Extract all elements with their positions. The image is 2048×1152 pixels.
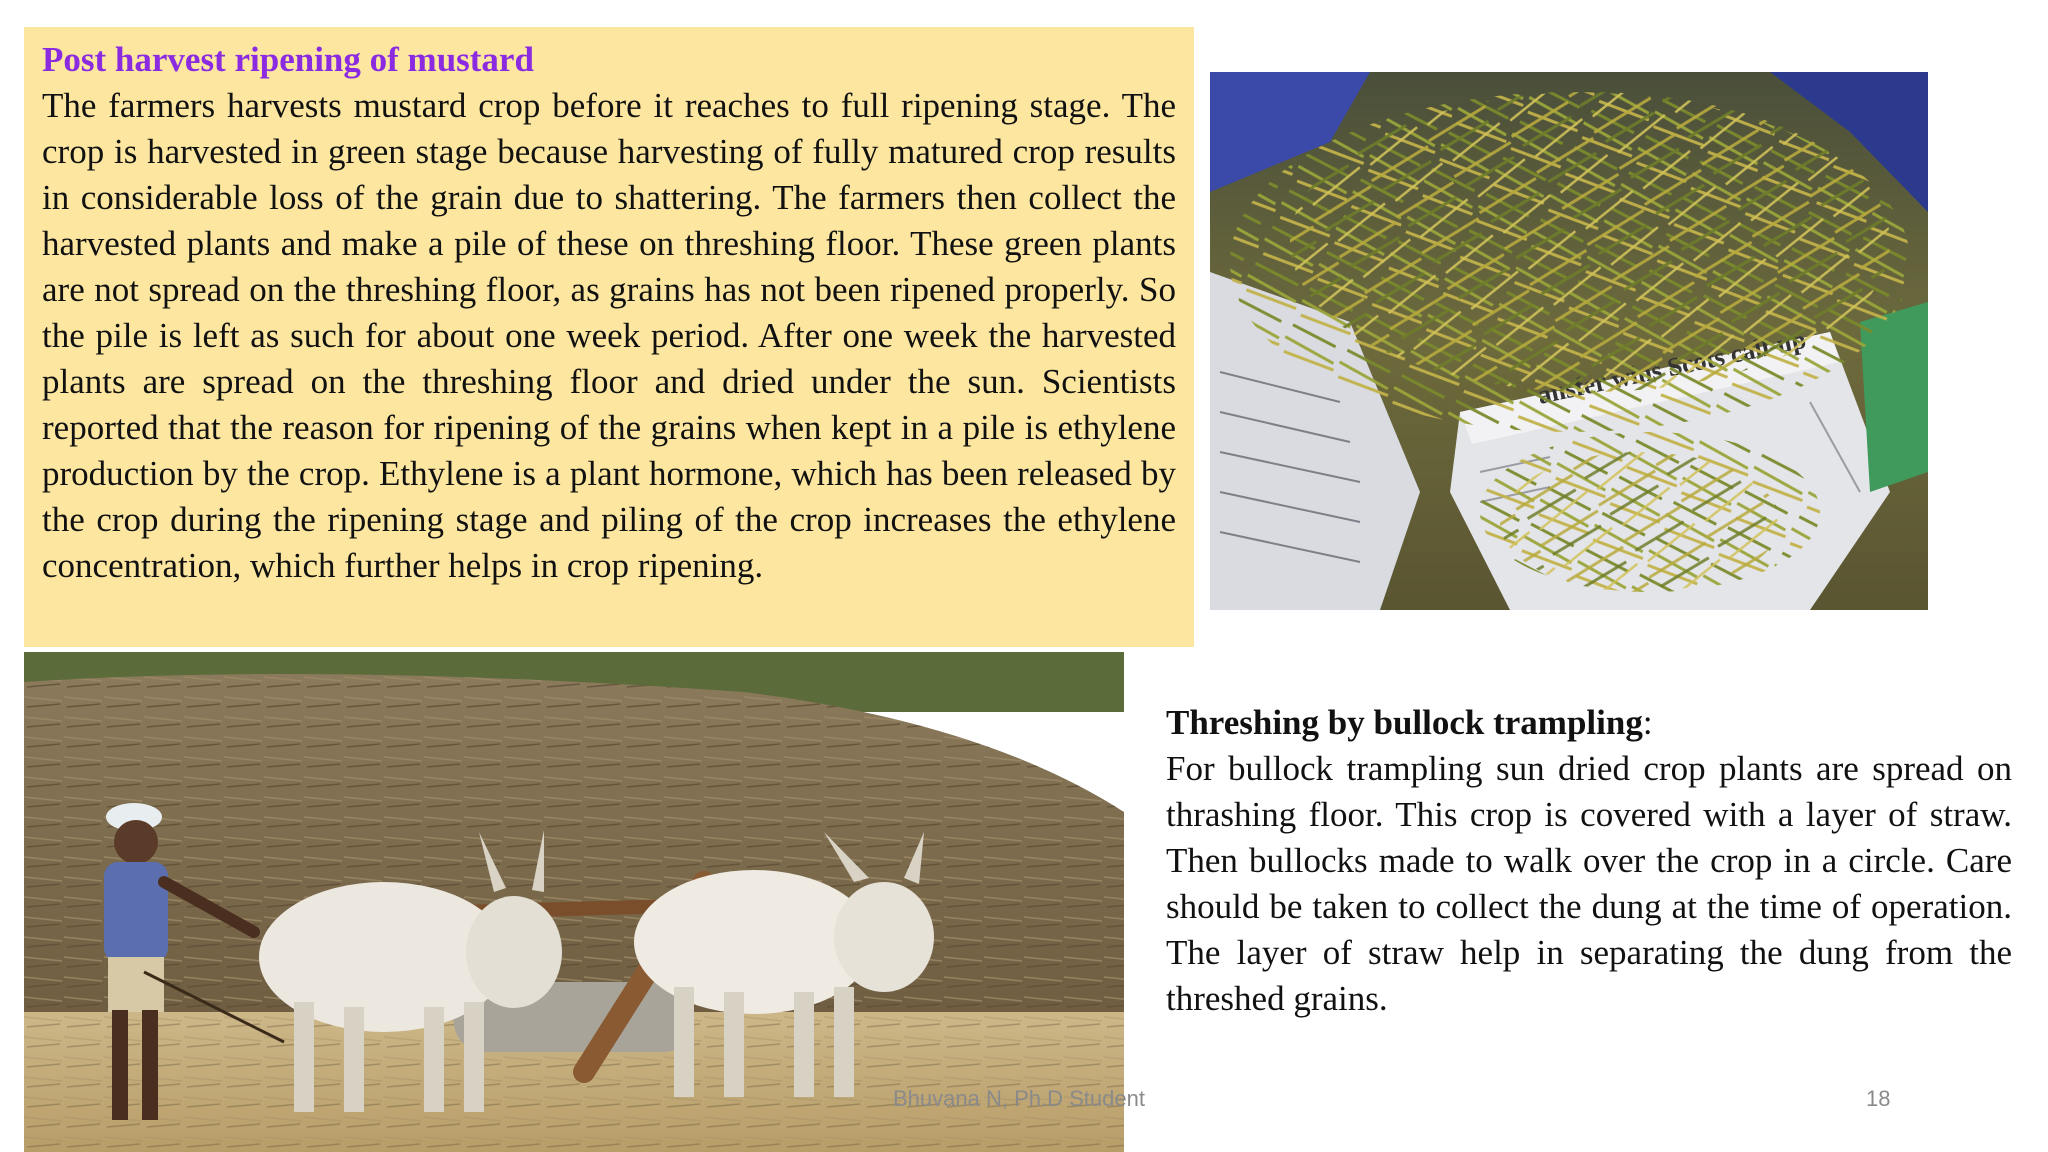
bullock-trampling-photo (24, 652, 1124, 1152)
page-number: 18 (1866, 1086, 1891, 1111)
post-harvest-paragraph: The farmers harvests mustard crop before it reaches to full ripening stage. The crop is harvested in green stage because harvesting of fully matured crop results in considerable loss of the grain due to shattering. The farmers then collect the harvested plants and make a pile of these on threshing floor. These green plants are not spread on the threshing floor, as grains has not been ripened properly. So the pile is left as such for about one week period. After one week the harvested plants are spread on the threshing floor and dried under the sun. Scientists reported that the reason for ripening of the grains when kept in a pile is ethylene production by the crop. Ethylene is a plant hormone, which has been released by the crop during the ripening stage and piling of the crop increases the ethylene concentration, which further helps in crop ripening. (42, 86, 1176, 585)
post-harvest-title: Post harvest ripening of mustard (42, 40, 534, 79)
threshing-paragraph: For bullock trampling sun dried crop plants are spread on thrashing floor. This crop is covered with a layer of straw. Then bullocks made to walk over the crop in a circle. Care should be taken to collect the dung at the time of operation. The layer of straw help in separating the dung from the threshed grains. (1166, 749, 2012, 1018)
threshing-title (1166, 700, 2012, 746)
threshing-title-text: Threshing by bullock trampling (1166, 703, 1643, 742)
footer-author: Bhuvana N, Ph.D Student (893, 1086, 1145, 1111)
threshing-textbox (1166, 700, 2012, 1022)
post-harvest-textbox (24, 27, 1194, 647)
threshing-title-colon: : (1642, 703, 1653, 742)
mustard-pile-photo (1210, 72, 1928, 610)
